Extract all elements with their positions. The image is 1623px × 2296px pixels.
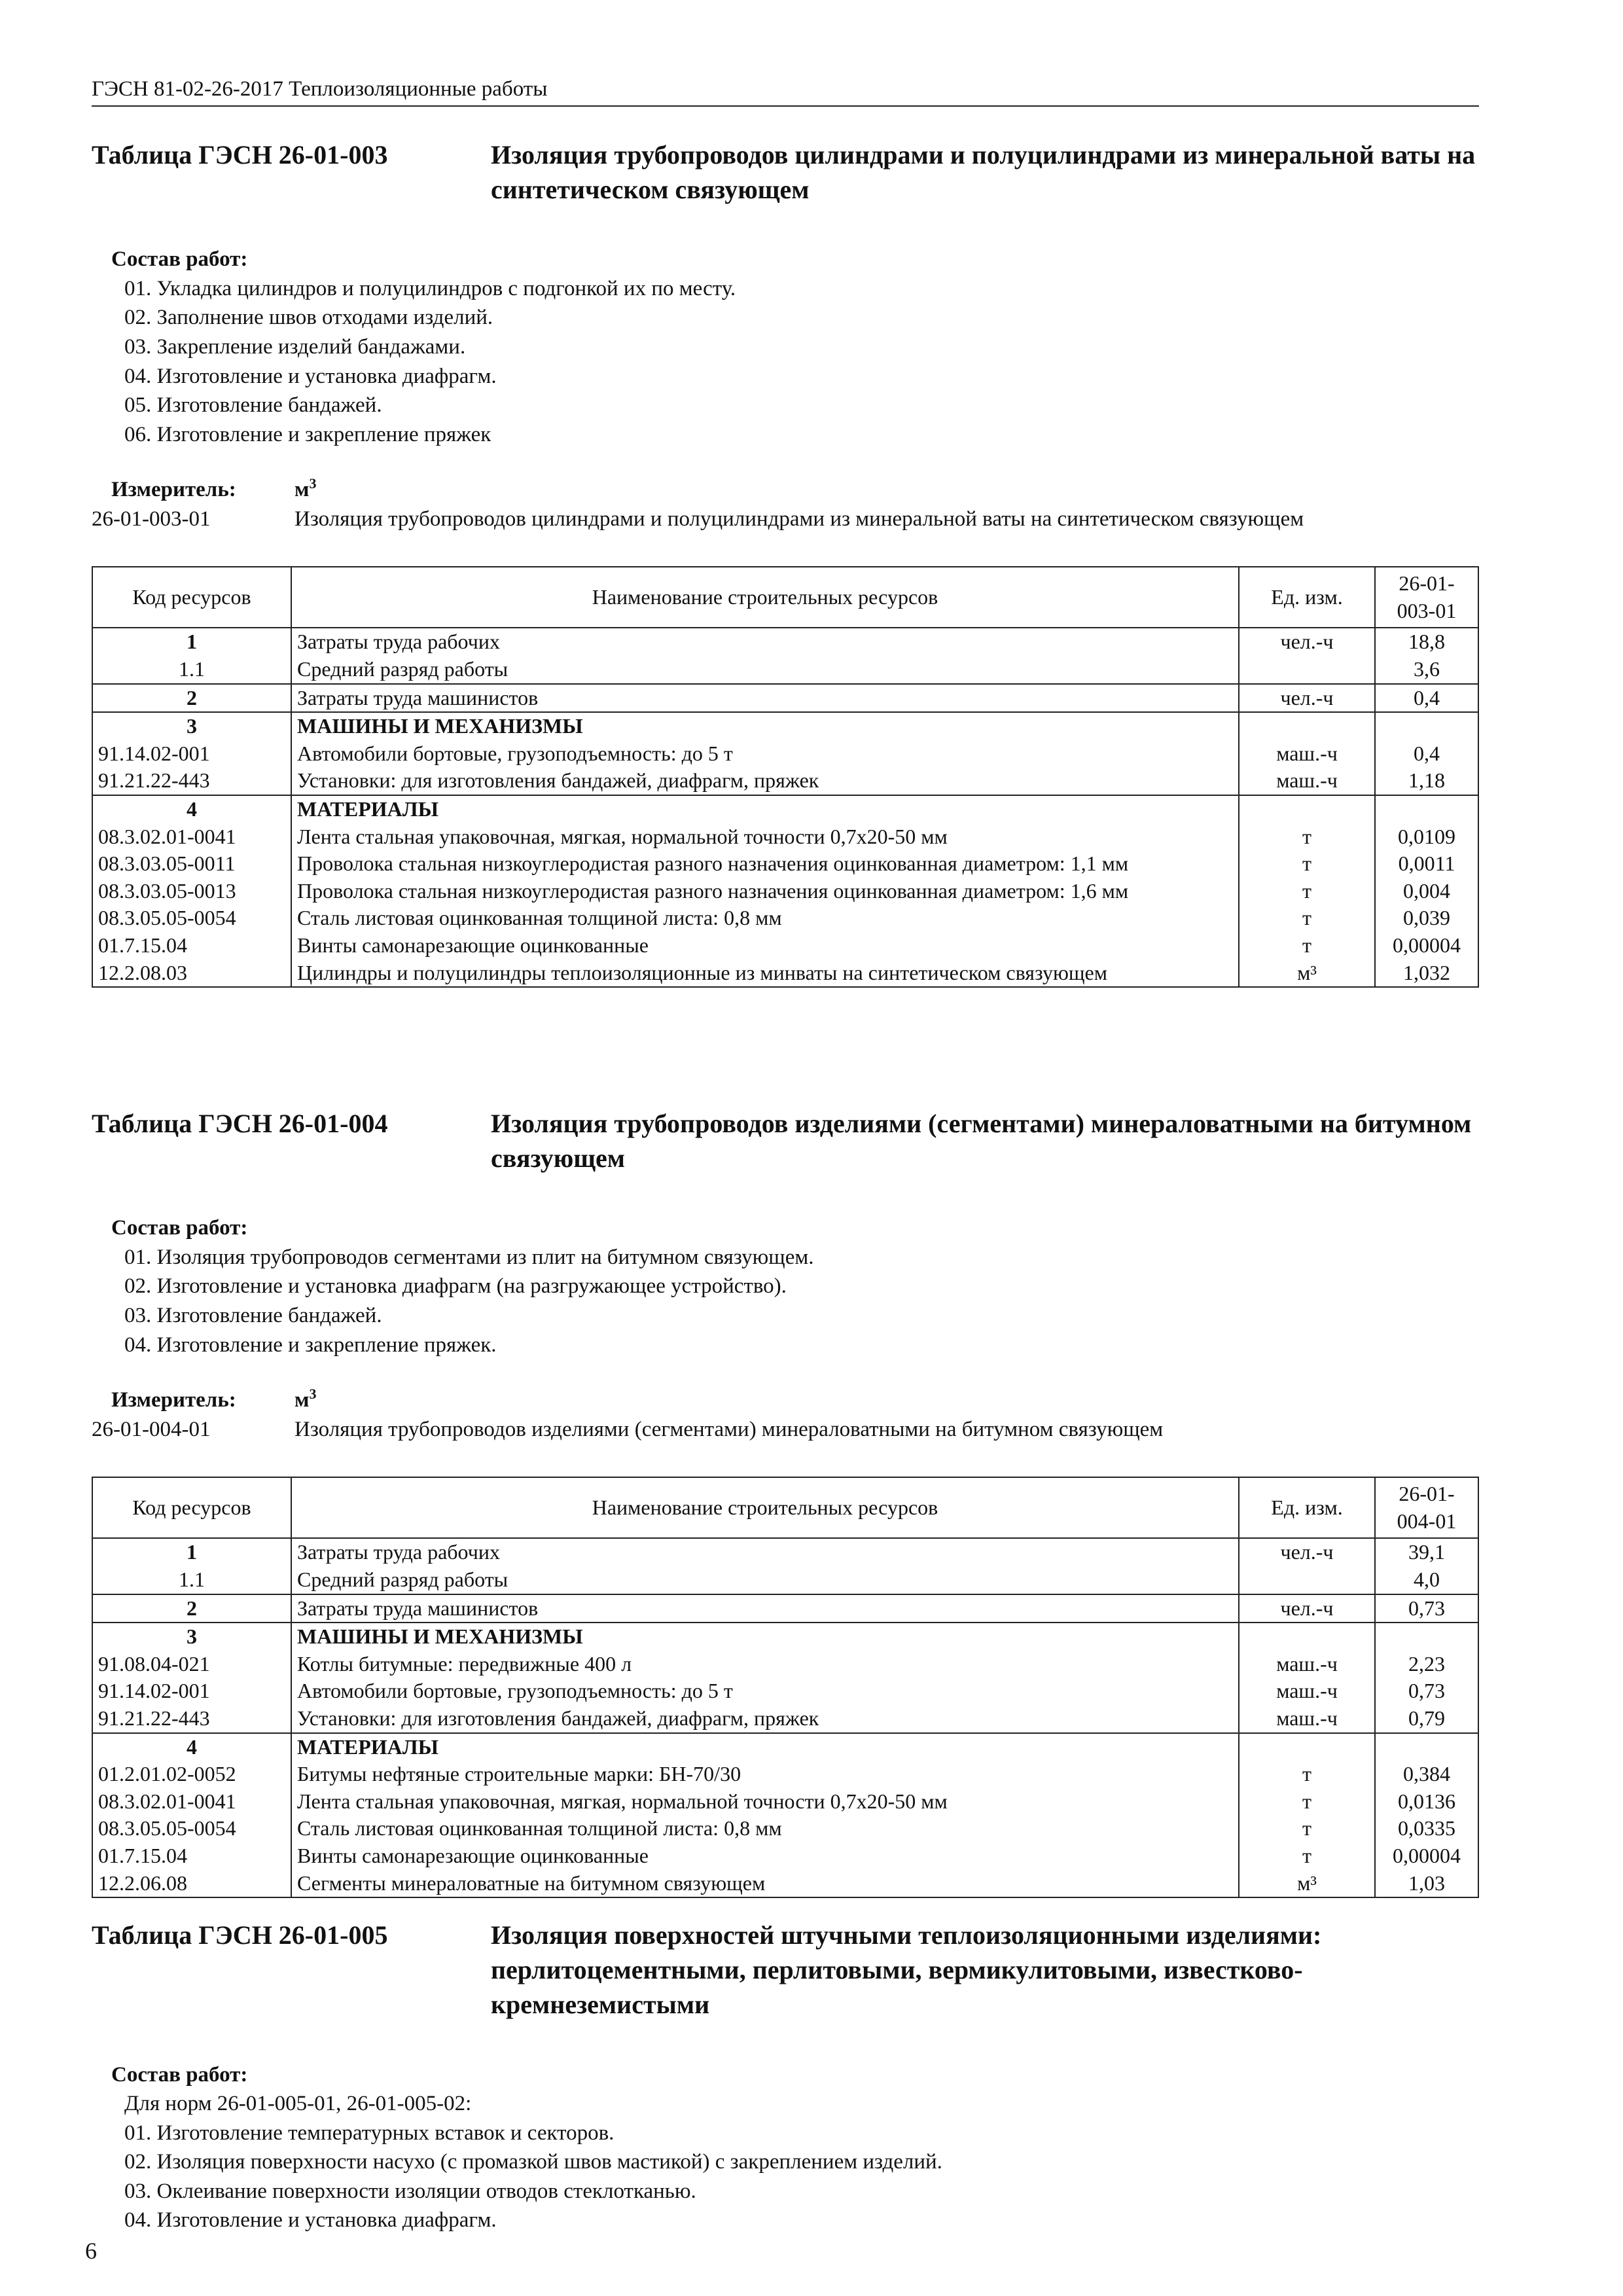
cell-code: 91.08.04-021 bbox=[92, 1651, 291, 1678]
cell-value: 0,73 bbox=[1375, 1677, 1478, 1705]
table-row bbox=[92, 932, 1478, 960]
cell-value: 4,0 bbox=[1375, 1566, 1478, 1594]
cell-unit bbox=[1239, 1623, 1375, 1651]
measure-label: Измеритель: bbox=[111, 1388, 236, 1412]
table-label: Таблица ГЭСН 26-01-005 bbox=[92, 1920, 388, 1950]
section-26-01-003 bbox=[92, 137, 1479, 988]
cell-code: 1.1 bbox=[92, 1566, 291, 1594]
cell-value: 0,79 bbox=[1375, 1705, 1478, 1733]
cell-name: Затраты труда машинистов bbox=[291, 1594, 1239, 1623]
cell-unit: чел.-ч bbox=[1239, 628, 1375, 656]
cell-unit: т bbox=[1239, 850, 1375, 878]
section-26-01-004 bbox=[92, 1106, 1479, 1898]
cell-name: Автомобили бортовые, грузоподъемность: до 5 т bbox=[291, 1677, 1239, 1705]
cell-name: Сталь листовая оцинкованная толщиной листа: 0,8 мм bbox=[291, 1815, 1239, 1842]
col-header-unit: Ед. изм. bbox=[1239, 567, 1375, 628]
cell-unit: т bbox=[1239, 1815, 1375, 1842]
cell-code: 1 bbox=[92, 628, 291, 656]
table-row bbox=[92, 1651, 1478, 1678]
cell-code: 08.3.02.01-0041 bbox=[92, 823, 291, 851]
table-row bbox=[92, 1733, 1478, 1761]
cell-name: Лента стальная упаковочная, мягкая, нормальной точности 0,7х20-50 мм bbox=[291, 1788, 1239, 1816]
cell-name: Проволока стальная низкоуглеродистая разного назначения оцинкованная диаметром: 1,1 мм bbox=[291, 850, 1239, 878]
cell-value: 1,18 bbox=[1375, 767, 1478, 795]
col-header-value: 26-01-004-01 bbox=[1375, 1477, 1478, 1538]
cell-unit: маш.-ч bbox=[1239, 740, 1375, 768]
cell-name: Лента стальная упаковочная, мягкая, нормальной точности 0,7х20-50 мм bbox=[291, 823, 1239, 851]
table-row bbox=[92, 823, 1478, 851]
work-item: 06. Изготовление и закрепление пряжек bbox=[124, 422, 491, 446]
works-heading: Состав работ: bbox=[111, 1216, 248, 1240]
works-list bbox=[92, 2060, 1479, 2235]
cell-code: 01.2.01.02-0052 bbox=[92, 1761, 291, 1788]
work-item: 01. Укладка цилиндров и полуцилиндров с подгонкой их по месту. bbox=[124, 276, 736, 300]
cell-unit: т bbox=[1239, 1761, 1375, 1788]
cell-code: 12.2.08.03 bbox=[92, 960, 291, 988]
work-item: 04. Изготовление и установка диафрагм. bbox=[124, 364, 497, 388]
cell-value: 2,23 bbox=[1375, 1651, 1478, 1678]
col-header-value: 26-01-003-01 bbox=[1375, 567, 1478, 628]
cell-code: 91.14.02-001 bbox=[92, 740, 291, 768]
cell-value: 0,004 bbox=[1375, 878, 1478, 905]
table-row bbox=[92, 1594, 1478, 1623]
cell-unit: чел.-ч bbox=[1239, 1594, 1375, 1623]
col-header-name: Наименование строительных ресурсов bbox=[291, 1477, 1239, 1538]
table-row bbox=[92, 1788, 1478, 1816]
work-item: 01. Изготовление температурных вставок и секторов. bbox=[124, 2121, 615, 2145]
resources-table bbox=[92, 1477, 1479, 1898]
cell-value: 0,039 bbox=[1375, 905, 1478, 932]
cell-value: 1,03 bbox=[1375, 1870, 1478, 1898]
cell-code: 91.21.22-443 bbox=[92, 1705, 291, 1733]
table-row bbox=[92, 1761, 1478, 1788]
table-row bbox=[92, 712, 1478, 740]
table-row bbox=[92, 1870, 1478, 1898]
cell-code: 3 bbox=[92, 712, 291, 740]
cell-name: Винты самонарезающие оцинкованные bbox=[291, 1842, 1239, 1870]
cell-value: 18,8 bbox=[1375, 628, 1478, 656]
table-title: Изоляция трубопроводов цилиндрами и полуцилиндрами из минеральной ваты на синтетическом связующем bbox=[491, 140, 1476, 205]
work-item: 05. Изготовление бандажей. bbox=[124, 393, 382, 418]
cell-value bbox=[1375, 1733, 1478, 1761]
work-item: 02. Изоляция поверхности насухо (с промазкой швов мастикой) с закреплением изделий. bbox=[124, 2150, 942, 2174]
cell-code: 1 bbox=[92, 1538, 291, 1566]
work-item: 03. Закрепление изделий бандажами. bbox=[124, 335, 466, 359]
table-row bbox=[92, 1842, 1478, 1870]
table-row bbox=[92, 1566, 1478, 1594]
cell-unit: м³ bbox=[1239, 1870, 1375, 1898]
cell-unit bbox=[1239, 795, 1375, 823]
cell-name: Установки: для изготовления бандажей, диафрагм, пряжек bbox=[291, 1705, 1239, 1733]
table-title: Изоляция трубопроводов изделиями (сегментами) минераловатными на битумном связующем bbox=[491, 1109, 1472, 1174]
work-item: 03. Изготовление бандажей. bbox=[124, 1304, 382, 1328]
cell-name: МАТЕРИАЛЫ bbox=[291, 795, 1239, 823]
cell-value: 0,0011 bbox=[1375, 850, 1478, 878]
section-title bbox=[92, 1918, 1479, 2022]
cell-unit: т bbox=[1239, 905, 1375, 932]
cell-unit: т bbox=[1239, 1842, 1375, 1870]
table-row bbox=[92, 684, 1478, 713]
section-26-01-005 bbox=[92, 1918, 1479, 2235]
measure-unit: $м^3$ bbox=[294, 1386, 317, 1412]
page-number: 6 bbox=[85, 2238, 97, 2264]
cell-unit: маш.-ч bbox=[1239, 767, 1375, 795]
table-row bbox=[92, 878, 1478, 905]
cell-unit: чел.-ч bbox=[1239, 684, 1375, 713]
norm-name: Изоляция трубопроводов цилиндрами и полуцилиндрами из минеральной ваты на синтетическом связующем bbox=[294, 507, 1304, 531]
cell-unit bbox=[1239, 712, 1375, 740]
measure-block bbox=[92, 475, 1479, 533]
cell-code: 08.3.05.05-0054 bbox=[92, 1815, 291, 1842]
cell-unit: т bbox=[1239, 823, 1375, 851]
cell-value: 0,4 bbox=[1375, 684, 1478, 713]
cell-name: МАТЕРИАЛЫ bbox=[291, 1733, 1239, 1761]
cell-name: Сегменты минераловатные на битумном связующем bbox=[291, 1870, 1239, 1898]
work-item: 04. Изготовление и закрепление пряжек. bbox=[124, 1333, 497, 1357]
cell-name: Средний разряд работы bbox=[291, 1566, 1239, 1594]
cell-unit: т bbox=[1239, 878, 1375, 905]
cell-name: МАШИНЫ И МЕХАНИЗМЫ bbox=[291, 712, 1239, 740]
table-row bbox=[92, 960, 1478, 988]
cell-code: 2 bbox=[92, 1594, 291, 1623]
col-header-code: Код ресурсов bbox=[92, 1477, 291, 1538]
cell-unit bbox=[1239, 1733, 1375, 1761]
cell-code: 08.3.03.05-0011 bbox=[92, 850, 291, 878]
table-row bbox=[92, 795, 1478, 823]
cell-name: Битумы нефтяные строительные марки: БН-70/30 bbox=[291, 1761, 1239, 1788]
cell-code: 4 bbox=[92, 795, 291, 823]
works-heading: Состав работ: bbox=[111, 2062, 248, 2087]
cell-code: 1.1 bbox=[92, 656, 291, 684]
cell-code: 3 bbox=[92, 1623, 291, 1651]
works-list bbox=[92, 245, 1479, 449]
cell-code: 12.2.06.08 bbox=[92, 1870, 291, 1898]
cell-name: Средний разряд работы bbox=[291, 656, 1239, 684]
table-row bbox=[92, 1705, 1478, 1733]
measure-block bbox=[92, 1386, 1479, 1444]
measure-label: Измеритель: bbox=[111, 478, 236, 502]
cell-name: Установки: для изготовления бандажей, диафрагм, пряжек bbox=[291, 767, 1239, 795]
cell-value: 0,00004 bbox=[1375, 1842, 1478, 1870]
cell-name: Затраты труда рабочих bbox=[291, 1538, 1239, 1566]
cell-value: 0,0136 bbox=[1375, 1788, 1478, 1816]
table-row bbox=[92, 850, 1478, 878]
table-label: Таблица ГЭСН 26-01-004 bbox=[92, 1109, 388, 1138]
cell-code: 2 bbox=[92, 684, 291, 713]
section-title bbox=[92, 1106, 1479, 1175]
cell-code: 91.21.22-443 bbox=[92, 767, 291, 795]
cell-name: МАШИНЫ И МЕХАНИЗМЫ bbox=[291, 1623, 1239, 1651]
work-item: 03. Оклеивание поверхности изоляции отводов стеклотканью. bbox=[124, 2179, 696, 2203]
norm-code: 26-01-004-01 bbox=[92, 1417, 211, 1441]
cell-value: 0,4 bbox=[1375, 740, 1478, 768]
cell-unit: маш.-ч bbox=[1239, 1651, 1375, 1678]
cell-value: 0,73 bbox=[1375, 1594, 1478, 1623]
table-row bbox=[92, 905, 1478, 932]
col-header-code: Код ресурсов bbox=[92, 567, 291, 628]
norm-code: 26-01-003-01 bbox=[92, 507, 211, 531]
cell-code: 08.3.03.05-0013 bbox=[92, 878, 291, 905]
table-row bbox=[92, 740, 1478, 768]
cell-unit bbox=[1239, 1566, 1375, 1594]
cell-name: Винты самонарезающие оцинкованные bbox=[291, 932, 1239, 960]
table-row bbox=[92, 1815, 1478, 1842]
col-header-name: Наименование строительных ресурсов bbox=[291, 567, 1239, 628]
section-title bbox=[92, 137, 1479, 207]
cell-name: Затраты труда рабочих bbox=[291, 628, 1239, 656]
measure-unit: $м^3$ bbox=[294, 475, 317, 502]
work-item: 02. Изготовление и установка диафрагм (на разгружающее устройство). bbox=[124, 1274, 787, 1299]
cell-unit: маш.-ч bbox=[1239, 1705, 1375, 1733]
cell-value bbox=[1375, 1623, 1478, 1651]
cell-code: 08.3.05.05-0054 bbox=[92, 905, 291, 932]
cell-name: Проволока стальная низкоуглеродистая разного назначения оцинкованная диаметром: 1,6 мм bbox=[291, 878, 1239, 905]
works-list bbox=[92, 1213, 1479, 1359]
cell-value: 0,0335 bbox=[1375, 1815, 1478, 1842]
cell-value: 0,384 bbox=[1375, 1761, 1478, 1788]
cell-unit: т bbox=[1239, 1788, 1375, 1816]
cell-unit: чел.-ч bbox=[1239, 1538, 1375, 1566]
table-row bbox=[92, 767, 1478, 795]
cell-value: 1,032 bbox=[1375, 960, 1478, 988]
work-item: 01. Изоляция трубопроводов сегментами из плит на битумном связующем. bbox=[124, 1245, 814, 1269]
cell-unit: маш.-ч bbox=[1239, 1677, 1375, 1705]
cell-unit bbox=[1239, 656, 1375, 684]
table-row bbox=[92, 656, 1478, 684]
cell-code: 4 bbox=[92, 1733, 291, 1761]
col-header-unit: Ед. изм. bbox=[1239, 1477, 1375, 1538]
cell-name: Сталь листовая оцинкованная толщиной листа: 0,8 мм bbox=[291, 905, 1239, 932]
cell-code: 08.3.02.01-0041 bbox=[92, 1788, 291, 1816]
work-item: 04. Изготовление и установка диафрагм. bbox=[124, 2208, 497, 2233]
table-title: Изоляция поверхностей штучными теплоизоляционными изделиями: перлитоцементными, перлитовыми, вермикулитовыми, известково-кремнеземистыми bbox=[491, 1920, 1322, 2020]
cell-unit: м³ bbox=[1239, 960, 1375, 988]
cell-code: 91.14.02-001 bbox=[92, 1677, 291, 1705]
table-row bbox=[92, 1623, 1478, 1651]
table-row bbox=[92, 1677, 1478, 1705]
cell-value: 3,6 bbox=[1375, 656, 1478, 684]
table-row bbox=[92, 628, 1478, 656]
cell-name: Автомобили бортовые, грузоподъемность: до 5 т bbox=[291, 740, 1239, 768]
cell-value bbox=[1375, 795, 1478, 823]
table-row bbox=[92, 1538, 1478, 1566]
works-heading: Состав работ: bbox=[111, 247, 248, 272]
cell-code: 01.7.15.04 bbox=[92, 1842, 291, 1870]
table-label: Таблица ГЭСН 26-01-003 bbox=[92, 140, 388, 170]
cell-value: 0,00004 bbox=[1375, 932, 1478, 960]
resources-table bbox=[92, 566, 1479, 988]
running-header: ГЭСН 81-02-26-2017 Теплоизоляционные работы bbox=[92, 77, 1479, 107]
cell-name: Затраты труда машинистов bbox=[291, 684, 1239, 713]
work-item: 02. Заполнение швов отходами изделий. bbox=[124, 306, 493, 330]
cell-value: 0,0109 bbox=[1375, 823, 1478, 851]
cell-value: 39,1 bbox=[1375, 1538, 1478, 1566]
cell-code: 01.7.15.04 bbox=[92, 932, 291, 960]
cell-value bbox=[1375, 712, 1478, 740]
cell-name: Цилиндры и полуцилиндры теплоизоляционные из минваты на синтетическом связующем bbox=[291, 960, 1239, 988]
works-intro: Для норм 26-01-005-01, 26-01-005-02: bbox=[124, 2092, 472, 2116]
norm-name: Изоляция трубопроводов изделиями (сегментами) минераловатными на битумном связующем bbox=[294, 1417, 1164, 1441]
cell-name: Котлы битумные: передвижные 400 л bbox=[291, 1651, 1239, 1678]
cell-unit: т bbox=[1239, 932, 1375, 960]
